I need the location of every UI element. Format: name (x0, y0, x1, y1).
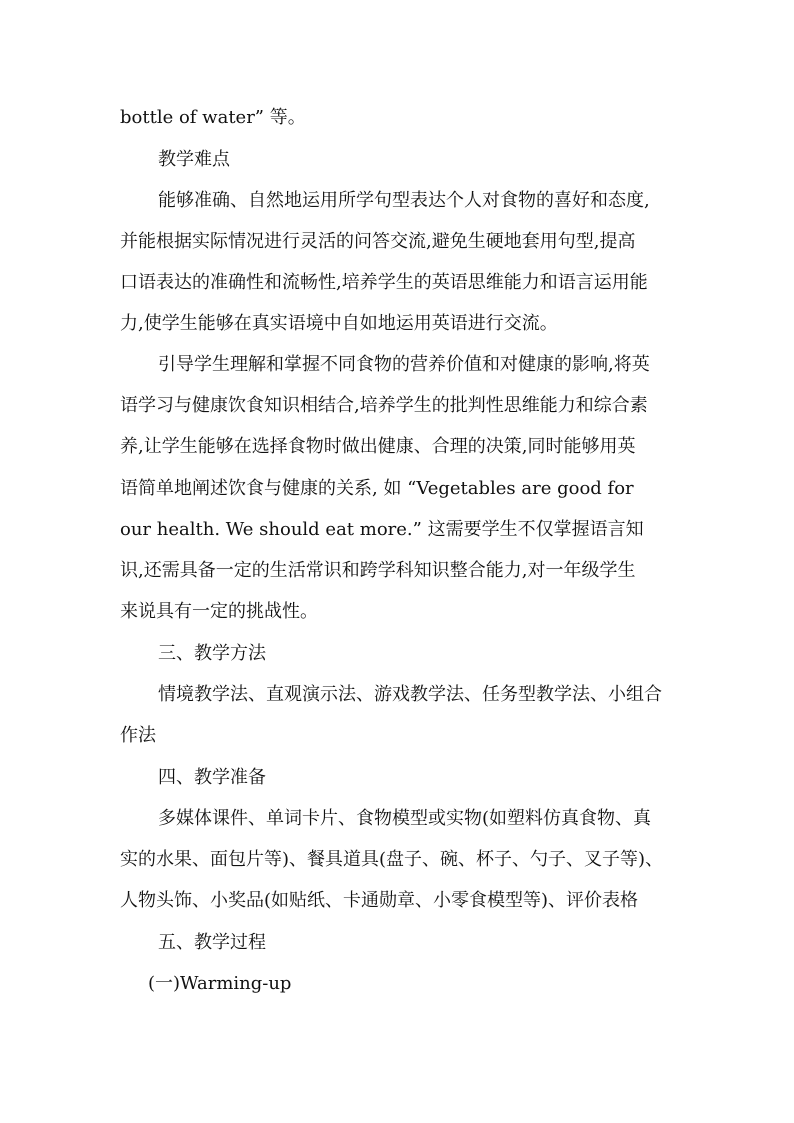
paragraph-line: 并能根据实际情况进行灵活的问答交流,避免生硬地套用句型,提高 (120, 231, 636, 252)
paragraph-line: 引导学生理解和掌握不同食物的营养价值和对健康的影响,将英 (158, 354, 650, 375)
paragraph-line: 作法 (120, 725, 156, 746)
paragraph-line: 多媒体课件、单词卡片、食物模型或实物(如塑料仿真食物、真 (158, 808, 652, 829)
paragraph-line: 能够准确、自然地运用所学句型表达个人对食物的喜好和态度, (158, 190, 650, 211)
paragraph-line: 口语表达的准确性和流畅性,培养学生的英语思维能力和语言运用能 (120, 272, 648, 293)
paragraph-line: 情境教学法、直观演示法、游戏教学法、任务型教学法、小组合 (158, 684, 662, 705)
text-line-continuation: bottle of water” 等。 (120, 107, 306, 128)
subheading-teaching-difficulties: 教学难点 (158, 149, 230, 170)
paragraph-line: 语简单地阐述饮食与健康的关系, 如 “Vegetables are good for (120, 478, 634, 499)
paragraph-line: 来说具有一定的挑战性。 (120, 601, 318, 622)
section-heading-teaching-process: 五、教学过程 (158, 932, 266, 953)
paragraph-line: 实的水果、面包片等)、餐具道具(盘子、碗、杯子、勺子、叉子等)、 (120, 849, 664, 870)
paragraph-line: 力,使学生能够在真实语境中自如地运用英语进行交流。 (120, 313, 558, 334)
section-heading-teaching-methods: 三、教学方法 (158, 643, 266, 664)
paragraph-line: 语学习与健康饮食知识相结合,培养学生的批判性思维能力和综合素 (120, 395, 648, 416)
paragraph-line: our health. We should eat more.” 这需要学生不仅掌握语言知 (120, 519, 644, 540)
section-heading-teaching-preparation: 四、教学准备 (158, 767, 266, 788)
paragraph-line: 养,让学生能够在选择食物时做出健康、合理的决策,同时能够用英 (120, 436, 636, 457)
subsection-heading-warming-up: (一)Warming-up (148, 973, 292, 994)
paragraph-line: 识,还需具备一定的生活常识和跨学科知识整合能力,对一年级学生 (120, 560, 636, 581)
paragraph-line: 人物头饰、小奖品(如贴纸、卡通勋章、小零食模型等)、评价表格 (120, 890, 639, 911)
